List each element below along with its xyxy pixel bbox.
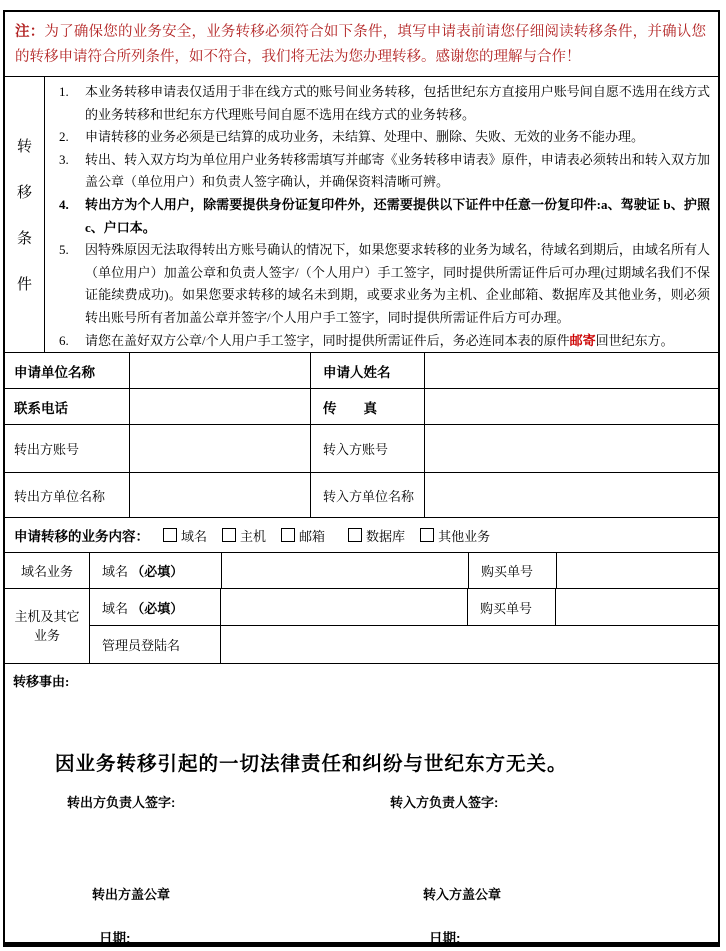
row-accounts (5, 425, 718, 473)
host-business-rows (90, 589, 718, 663)
condition-item-3 (59, 149, 712, 194)
transferor-date-label: 日期: (99, 931, 131, 946)
transfer-in-account-input[interactable] (425, 425, 718, 472)
checkbox-icon[interactable] (222, 528, 236, 542)
domain-order-label: 购买单号 (469, 553, 557, 588)
host-domain-input[interactable] (221, 589, 468, 625)
condition-number: 3. (59, 151, 69, 167)
row-contact (5, 389, 718, 425)
service-option-other (420, 526, 490, 545)
service-option-label: 其他业务 (438, 528, 491, 544)
row-domain-business (5, 553, 718, 589)
contact-phone-input[interactable] (130, 389, 311, 424)
condition-text-post: 回世纪东方。 (595, 332, 674, 348)
domain-business-group-label: 域名业务 (5, 553, 90, 588)
services-label: 申请转移的业务内容： (14, 529, 149, 544)
service-option-domain (163, 526, 207, 545)
contact-phone-label: 联系电话 (5, 389, 130, 424)
service-option-label: 主机 (240, 528, 267, 544)
condition-number: 4. (59, 196, 69, 212)
conditions-section (5, 77, 718, 353)
host-business-group-label: 主机及其它业务 (5, 589, 90, 663)
required-label: （必填） (131, 564, 184, 579)
transferee-signature-label: 转入方负责人签字: (390, 795, 499, 810)
transfer-out-account-label: 转出方账号 (5, 425, 130, 472)
checkbox-icon[interactable] (163, 528, 177, 542)
domain-name-input[interactable] (222, 553, 469, 588)
condition-item-6 (59, 330, 712, 353)
condition-text: 申请转移的业务必须是已结算的成功业务，未结算、处理中、删除、失败、无效的业务不能办理。 (85, 129, 645, 145)
transferor-signature-label: 转出方负责人签字: (67, 795, 176, 810)
side-char: 转 (16, 139, 32, 155)
liability-statement: 因业务转移引起的一切法律责任和纠纷与世纪东方无关。 (55, 754, 568, 775)
row-companies (5, 473, 718, 518)
applicant-company-label: 申请单位名称 (5, 353, 130, 388)
domain-order-input[interactable] (557, 553, 718, 588)
row-admin-login (90, 626, 718, 663)
conditions-list (45, 77, 718, 352)
condition-text: 本业务转移申请表仅适用于非在线方式的账号间业务转移，包括世纪东方直接用户账号间自愿不选用在线方式的业务转移和世纪东方代理账号间自愿不选用在线方式的业务转移。 (85, 84, 710, 122)
row-applicant-company (5, 353, 718, 389)
notice-prefix: 注： (15, 24, 45, 40)
required-label: （必填） (131, 600, 184, 616)
transfer-in-company-input[interactable] (425, 473, 718, 517)
document-body (3, 10, 720, 947)
applicant-name-input[interactable] (425, 353, 718, 388)
host-order-input[interactable] (556, 589, 718, 625)
applicant-company-input[interactable] (130, 353, 311, 388)
service-option-label: 数据库 (366, 528, 406, 544)
service-option-database (348, 526, 405, 545)
service-option-host (222, 526, 266, 545)
domain-label-text: 域名 (102, 600, 129, 616)
side-char: 条 (16, 231, 32, 247)
host-order-label: 购买单号 (468, 589, 556, 625)
side-char: 移 (16, 185, 32, 201)
signature-section (5, 664, 718, 946)
host-business-group (5, 589, 718, 664)
mail-highlight: 邮寄 (569, 332, 596, 348)
domain-label-text: 域名 (102, 564, 129, 579)
condition-number: 5. (59, 242, 69, 258)
checkbox-icon[interactable] (348, 528, 362, 542)
host-domain-field-label (90, 589, 221, 625)
admin-login-label: 管理员登陆名 (90, 626, 221, 663)
condition-text: 因特殊原因无法取得转出方账号确认的情况下，如果您要求转移的业务为域名，待域名到期后，由域名所有人（单位用户）加盖公章和负责人签字/（个人用户）手工签字，同时提供所需证件后可办理(过期域名我们不保证能续费成功)。如果您要求转移的域名未到期，或要求业务为主机、企业邮箱、数据库及其他业务，则必须转出账号所有者加盖公章并签字/个人用户手工签字，同时提供所需证件后方可办理。 (85, 242, 710, 325)
service-option-label: 域名 (181, 528, 208, 544)
applicant-name-label: 申请人姓名 (311, 353, 425, 388)
transfer-out-account-input[interactable] (130, 425, 311, 472)
condition-item-1 (59, 81, 712, 126)
condition-text-pre: 请您在盖好双方公章/个人用户手工签字，同时提供所需证件后，务必连同本表的原件 (85, 332, 570, 348)
transferee-date-label: 日期: (429, 931, 461, 946)
condition-item-4 (59, 194, 712, 239)
admin-login-input[interactable] (221, 626, 718, 663)
transfer-in-account-label: 转入方账号 (311, 425, 425, 472)
service-option-label: 邮箱 (299, 528, 326, 544)
notice-box (5, 12, 718, 77)
transfer-out-company-input[interactable] (130, 473, 311, 517)
checkbox-icon[interactable] (420, 528, 434, 542)
condition-number: 1. (59, 84, 69, 99)
condition-text: 转出、转入双方均为单位用户业务转移需填写并邮寄《业务转移申请表》原件，申请表必须转出和转入双方加盖公章（单位用户）和负责人签字确认，并确保资料清晰可辨。 (85, 151, 710, 190)
fax-label: 传 真 (311, 389, 425, 424)
condition-text (85, 330, 712, 353)
transfer-out-company-label: 转出方单位名称 (5, 473, 130, 517)
conditions-side-label (5, 77, 45, 352)
condition-number: 6. (59, 332, 69, 348)
services-cell (5, 518, 718, 552)
service-option-mail (281, 526, 325, 545)
condition-text: 转出方为个人用户，除需要提供身份证复印件外，还需要提供以下证件中任意一份复印件:a、驾驶证 b、护照 c、户口本。 (85, 196, 710, 235)
fax-input[interactable] (425, 389, 718, 424)
transferee-stamp-label: 转入方盖公章 (423, 887, 502, 902)
condition-item-2 (59, 126, 712, 149)
transfer-in-company-label: 转入方单位名称 (311, 473, 425, 517)
row-services (5, 518, 718, 553)
domain-field-label (90, 553, 222, 588)
side-char: 件 (16, 277, 32, 293)
checkbox-icon[interactable] (281, 528, 295, 542)
row-host-domain (90, 589, 718, 626)
condition-item-5 (59, 239, 712, 329)
notice-text: 为了确保您的业务安全，业务转移必须符合如下条件，填写申请表前请您仔细阅读转移条件，并确认您的转移申请符合所列条件，如不符合，我们将无法为您办理转移。感谢您的理解与合作！ (15, 24, 707, 65)
transferor-stamp-label: 转出方盖公章 (92, 887, 171, 902)
condition-number: 2. (59, 129, 69, 145)
transfer-reason-label: 转移事由: (13, 674, 70, 689)
